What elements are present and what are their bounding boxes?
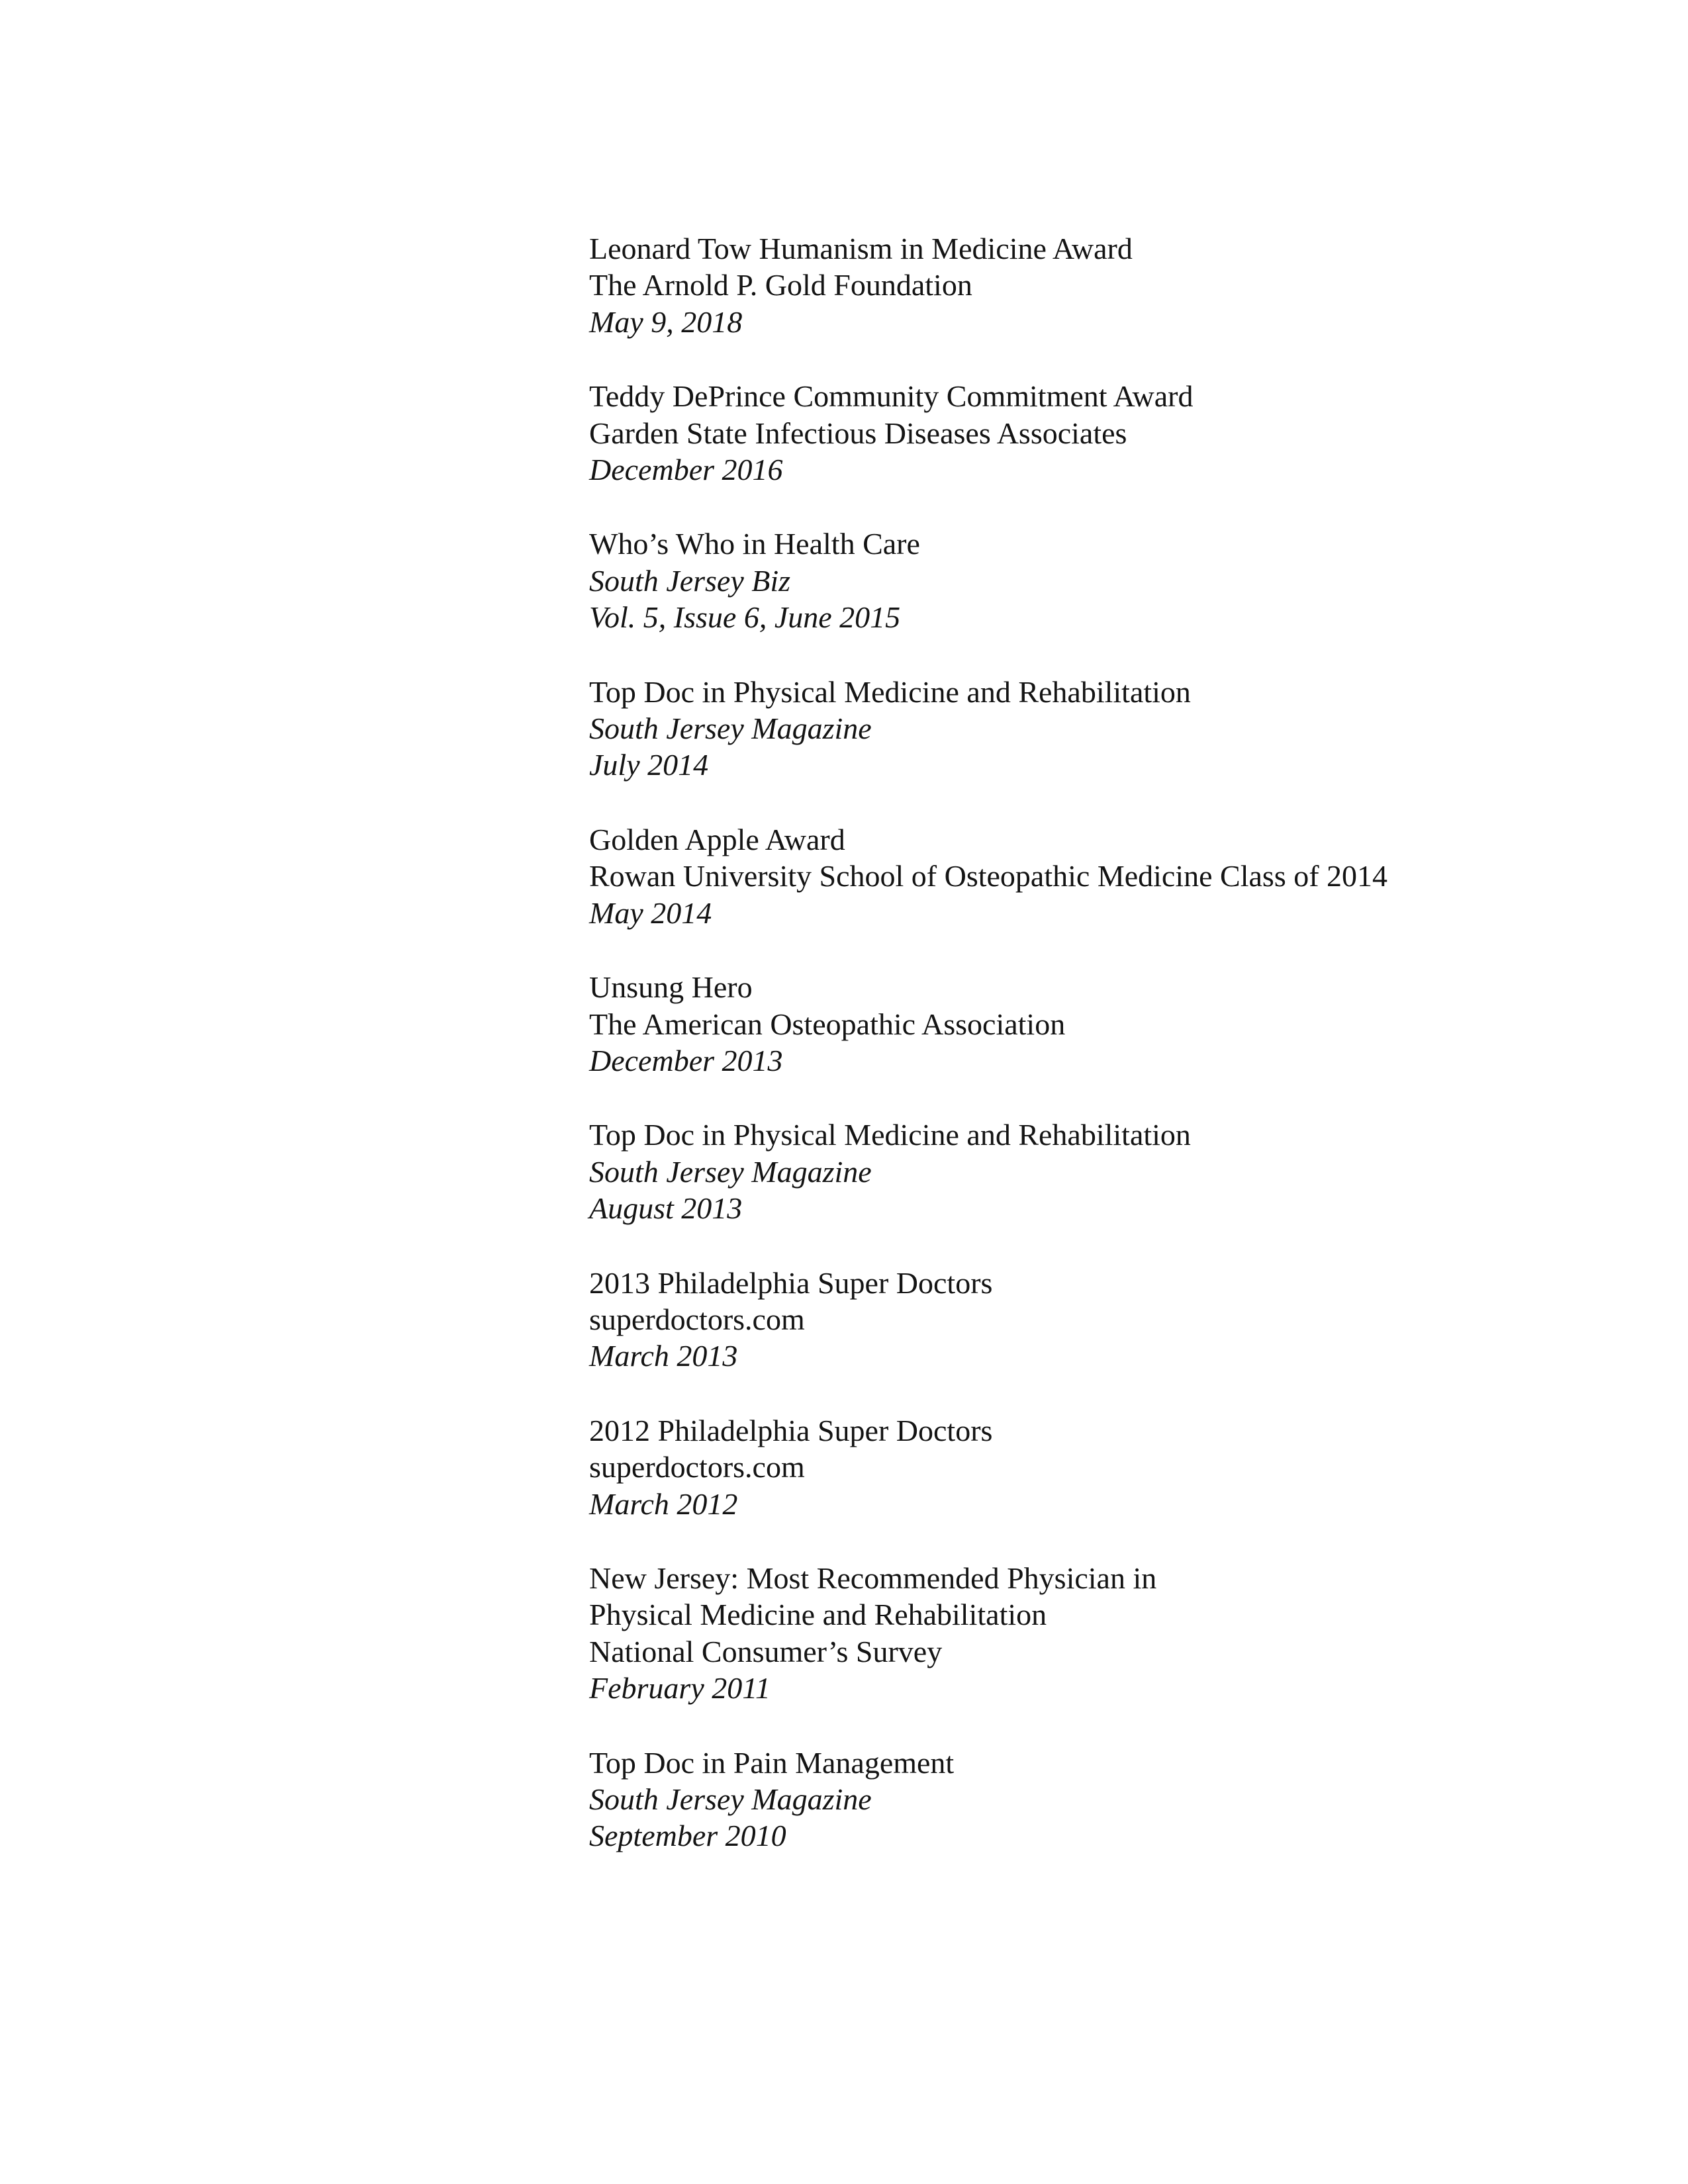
award-title: 2013 Philadelphia Super Doctors bbox=[589, 1265, 993, 1300]
award-entry bbox=[589, 1116, 1622, 1226]
award-publication: South Jersey Biz bbox=[589, 563, 791, 598]
award-title: Golden Apple Award bbox=[589, 822, 845, 856]
award-title: Top Doc in Physical Medicine and Rehabilitation bbox=[589, 1118, 1191, 1152]
award-entry bbox=[589, 525, 1622, 635]
award-organization: The American Osteopathic Association bbox=[589, 1007, 1066, 1041]
award-entry bbox=[589, 230, 1622, 340]
award-entry bbox=[589, 1412, 1622, 1522]
award-title: 2012 Philadelphia Super Doctors bbox=[589, 1413, 993, 1447]
award-organization: Garden State Infectious Diseases Associates bbox=[589, 416, 1127, 450]
award-date: March 2013 bbox=[589, 1339, 738, 1373]
award-date: Vol. 5, Issue 6, June 2015 bbox=[589, 600, 901, 635]
award-organization: Rowan University School of Osteopathic Medicine Class of 2014 bbox=[589, 859, 1388, 893]
award-title: Unsung Hero bbox=[589, 970, 753, 1005]
award-title: Leonard Tow Humanism in Medicine Award bbox=[589, 232, 1133, 265]
award-organization: superdoctors.com bbox=[589, 1450, 805, 1484]
award-entry bbox=[589, 378, 1622, 488]
award-date: July 2014 bbox=[589, 748, 709, 782]
award-publication: South Jersey Magazine bbox=[589, 1782, 872, 1816]
award-title: Top Doc in Pain Management bbox=[589, 1745, 955, 1780]
award-organization: The Arnold P. Gold Foundation bbox=[589, 268, 972, 302]
award-entry bbox=[589, 1745, 1622, 1854]
award-organization: Physical Medicine and Rehabilitation bbox=[589, 1598, 1047, 1632]
award-date: February 2011 bbox=[589, 1671, 771, 1706]
award-title: Top Doc in Physical Medicine and Rehabilitation bbox=[589, 674, 1191, 709]
award-entry bbox=[589, 674, 1622, 784]
award-publication: South Jersey Magazine bbox=[589, 711, 872, 746]
awards-list bbox=[589, 230, 1622, 1892]
award-entry bbox=[589, 969, 1622, 1079]
award-entry bbox=[589, 1265, 1622, 1375]
award-organization: National Consumer’s Survey bbox=[589, 1634, 943, 1668]
award-title: Teddy DePrince Community Commitment Award bbox=[589, 379, 1194, 414]
award-date: December 2013 bbox=[589, 1043, 783, 1077]
award-date: March 2012 bbox=[589, 1486, 738, 1521]
award-date: May 9, 2018 bbox=[589, 304, 743, 339]
award-date: September 2010 bbox=[589, 1819, 786, 1853]
award-date: May 2014 bbox=[589, 895, 712, 930]
award-organization: superdoctors.com bbox=[589, 1302, 805, 1336]
award-entry bbox=[589, 821, 1622, 931]
award-date: December 2016 bbox=[589, 453, 783, 487]
award-title: New Jersey: Most Recommended Physician in bbox=[589, 1561, 1157, 1595]
award-entry bbox=[589, 1560, 1622, 1707]
award-publication: South Jersey Magazine bbox=[589, 1154, 872, 1189]
award-title: Who’s Who in Health Care bbox=[589, 527, 920, 561]
award-date: August 2013 bbox=[589, 1191, 743, 1226]
